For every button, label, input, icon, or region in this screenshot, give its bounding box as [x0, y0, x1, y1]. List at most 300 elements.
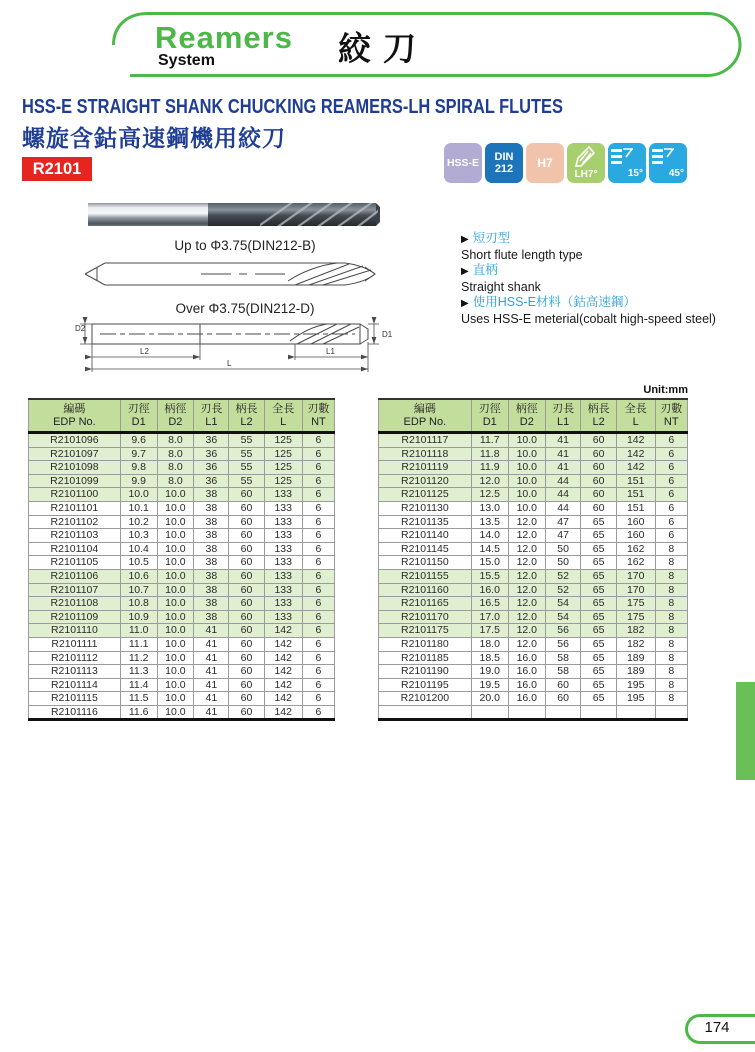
spec-table-left: [28, 398, 335, 721]
table-cell: 151: [616, 488, 655, 502]
table-cell: 56: [545, 624, 581, 638]
table-cell: 10.0: [508, 433, 545, 448]
table-cell: 54: [545, 597, 581, 611]
table-cell: 142: [264, 624, 302, 638]
table-cell: 8: [655, 569, 687, 583]
table-cell: 38: [194, 556, 229, 570]
table-cell: R2101097: [29, 447, 121, 461]
table-row: [379, 692, 688, 706]
dim-label-d2: D2: [75, 324, 86, 333]
table-cell: R2101170: [379, 610, 472, 624]
table-cell: 8: [655, 542, 687, 556]
table-cell: 6: [302, 474, 334, 488]
table-cell: 195: [616, 692, 655, 706]
table-cell: 142: [616, 447, 655, 461]
table-row: [379, 556, 688, 570]
table-cell: 60: [229, 488, 264, 502]
table-cell: 10.4: [120, 542, 157, 556]
unit-label: Unit:mm: [643, 384, 688, 396]
table-cell: R2101110: [29, 624, 121, 638]
table-cell: 12.0: [471, 474, 508, 488]
table-row: [29, 583, 335, 597]
table-cell: 8: [655, 597, 687, 611]
table-cell: 11.2: [120, 651, 157, 665]
table-cell: 13.0: [471, 501, 508, 515]
badge-45deg-label: 45°: [668, 168, 684, 179]
table-cell: 50: [545, 556, 581, 570]
table-cell: 195: [616, 678, 655, 692]
table-cell: R2101105: [29, 556, 121, 570]
table-cell-empty: [545, 705, 581, 720]
table-row: [379, 542, 688, 556]
table-cell: R2101098: [29, 461, 121, 475]
table-cell: 6: [302, 515, 334, 529]
table-cell: R2101103: [29, 529, 121, 543]
table-cell: 65: [581, 665, 617, 679]
table-cell: 6: [302, 583, 334, 597]
section-side-tab: [736, 682, 755, 780]
table-cell: R2101101: [29, 501, 121, 515]
table-cell: 17.0: [471, 610, 508, 624]
table-cell: 6: [655, 501, 687, 515]
table-cell: 36: [194, 461, 229, 475]
table-cell: 10.5: [120, 556, 157, 570]
table-cell: 8: [655, 637, 687, 651]
table-cell: 12.5: [471, 488, 508, 502]
table-cell: 10.0: [157, 515, 194, 529]
table-cell-empty: [655, 705, 687, 720]
table-row: [379, 583, 688, 597]
table-row: [379, 610, 688, 624]
table-cell: 182: [616, 637, 655, 651]
table-cell: 65: [581, 610, 617, 624]
table-cell: 38: [194, 569, 229, 583]
table-cell: 60: [581, 433, 617, 448]
table-cell: R2101099: [29, 474, 121, 488]
table-cell: 36: [194, 447, 229, 461]
table-cell: 6: [302, 678, 334, 692]
table-cell: 18.0: [471, 637, 508, 651]
table-cell: 56: [545, 637, 581, 651]
table-cell: 12.0: [508, 542, 545, 556]
table-cell: 10.7: [120, 583, 157, 597]
table-row: [379, 678, 688, 692]
table-cell: 10.0: [157, 692, 194, 706]
table-row: [29, 610, 335, 624]
table-cell: 11.3: [120, 665, 157, 679]
badge-hss-e: [444, 143, 482, 183]
table-cell: 6: [655, 474, 687, 488]
table-row: [29, 597, 335, 611]
table-cell: 16.0: [508, 692, 545, 706]
table-cell: 6: [655, 433, 687, 448]
figure-caption-small: Up to Φ3.75(DIN212-B): [174, 238, 316, 253]
table-cell: 12.0: [508, 624, 545, 638]
table-cell: R2101165: [379, 597, 472, 611]
table-cell: 162: [616, 556, 655, 570]
table-cell: 15.5: [471, 569, 508, 583]
table-cell: R2101118: [379, 447, 472, 461]
table-cell: 10.0: [157, 665, 194, 679]
table-cell: 6: [302, 556, 334, 570]
table-row: [379, 515, 688, 529]
table-cell: 38: [194, 529, 229, 543]
table-cell-empty: [581, 705, 617, 720]
table-cell: 60: [229, 583, 264, 597]
badge-din-212: [485, 143, 523, 183]
table-cell: 6: [302, 610, 334, 624]
table-cell: 41: [194, 692, 229, 706]
table-cell: 38: [194, 583, 229, 597]
table-cell: 142: [264, 692, 302, 706]
table-cell: 11.9: [471, 461, 508, 475]
table-cell: 15.0: [471, 556, 508, 570]
reamer-dimension-drawing: [75, 316, 395, 378]
table-cell: 60: [229, 542, 264, 556]
table-cell: 10.0: [157, 488, 194, 502]
brand-title-chinese: 絞刀: [338, 30, 428, 67]
table-cell: 10.3: [120, 529, 157, 543]
table-empty-row: [379, 705, 688, 720]
table-row: [29, 569, 335, 583]
table-cell: 10.1: [120, 501, 157, 515]
table-cell: 60: [581, 461, 617, 475]
dim-label-l2: L2: [140, 347, 149, 356]
feature-zh: [461, 295, 716, 312]
table-cell: R2101100: [29, 488, 121, 502]
table-cell: 38: [194, 597, 229, 611]
table-cell: 65: [581, 556, 617, 570]
badge-din-label: DIN: [494, 151, 514, 163]
table-column-header: 編碼 EDP No.: [29, 399, 121, 433]
table-cell: 16.5: [471, 597, 508, 611]
table-cell: 12.0: [508, 583, 545, 597]
table-cell: 20.0: [471, 692, 508, 706]
table-cell: 60: [581, 501, 617, 515]
table-cell: 60: [229, 610, 264, 624]
table-cell: 11.7: [471, 433, 508, 448]
table-cell: 8: [655, 610, 687, 624]
table-row: [29, 542, 335, 556]
table-cell: 6: [302, 651, 334, 665]
table-cell: 36: [194, 433, 229, 448]
table-cell: R2101150: [379, 556, 472, 570]
table-cell: 41: [194, 624, 229, 638]
table-cell: R2101106: [29, 569, 121, 583]
table-row: [379, 637, 688, 651]
table-cell: 10.8: [120, 597, 157, 611]
table-cell: 19.5: [471, 678, 508, 692]
table-column-header: 全長 L: [616, 399, 655, 433]
table-cell: 65: [581, 529, 617, 543]
table-cell: 133: [264, 515, 302, 529]
table-cell: 6: [302, 637, 334, 651]
table-cell: 18.5: [471, 651, 508, 665]
table-cell: 65: [581, 624, 617, 638]
table-cell: 60: [229, 597, 264, 611]
table-cell: 41: [545, 461, 581, 475]
table-row: [29, 433, 335, 448]
bullet-triangle-icon: ▶: [461, 298, 469, 310]
badge-h7-label: H7: [537, 156, 553, 170]
table-row: [379, 597, 688, 611]
table-cell: 6: [302, 501, 334, 515]
table-row: [29, 474, 335, 488]
table-cell: 60: [229, 637, 264, 651]
badge-45deg: [649, 143, 687, 183]
table-row: [29, 651, 335, 665]
table-column-header: 刃長 L1: [194, 399, 229, 433]
table-row: [29, 461, 335, 475]
table-cell: 151: [616, 474, 655, 488]
table-cell: 6: [302, 569, 334, 583]
table-cell: 60: [229, 501, 264, 515]
table-cell: 19.0: [471, 665, 508, 679]
table-cell: 133: [264, 501, 302, 515]
table-cell: 10.2: [120, 515, 157, 529]
table-cell: 55: [229, 433, 264, 448]
table-cell: 41: [194, 637, 229, 651]
table-cell: 6: [302, 461, 334, 475]
table-row: [379, 651, 688, 665]
table-cell: 41: [545, 433, 581, 448]
table-row: [379, 529, 688, 543]
feature-list: [461, 231, 716, 328]
table-row: [379, 488, 688, 502]
table-row: [29, 501, 335, 515]
table-cell: R2101115: [29, 692, 121, 706]
table-column-header: 柄長 L2: [581, 399, 617, 433]
table-cell: 58: [545, 665, 581, 679]
drill-icon: [573, 145, 599, 169]
table-cell: 10.0: [508, 447, 545, 461]
table-cell: 60: [229, 665, 264, 679]
table-row: [379, 569, 688, 583]
table-cell: 10.0: [508, 461, 545, 475]
table-cell: 12.0: [508, 637, 545, 651]
table-row: [29, 637, 335, 651]
page-number: 174: [704, 1019, 730, 1036]
table-cell: 6: [302, 433, 334, 448]
table-row: [29, 556, 335, 570]
table-column-header: 柄長 L2: [229, 399, 264, 433]
table-cell: R2101108: [29, 597, 121, 611]
table-cell: 8.0: [157, 447, 194, 461]
table-cell: R2101112: [29, 651, 121, 665]
table-cell: 16.0: [508, 678, 545, 692]
page-title-english: HSS-E STRAIGHT SHANK CHUCKING REAMERS-LH SPIRAL FLUTES: [22, 96, 563, 118]
badge-lh7: [567, 143, 605, 183]
table-cell: 182: [616, 624, 655, 638]
table-header-row: [379, 399, 688, 433]
table-row: [379, 665, 688, 679]
table-cell: 8.0: [157, 474, 194, 488]
bullet-triangle-icon: ▶: [461, 234, 469, 245]
table-cell: 65: [581, 651, 617, 665]
table-cell: 65: [581, 515, 617, 529]
table-cell: 65: [581, 569, 617, 583]
badge-15deg: [608, 143, 646, 183]
spiral-angle-icon: [651, 146, 675, 168]
table-cell: 16.0: [508, 665, 545, 679]
table-cell: 8: [655, 665, 687, 679]
table-row: [29, 488, 335, 502]
table-cell: R2101175: [379, 624, 472, 638]
table-cell: 160: [616, 529, 655, 543]
table-cell: 6: [302, 488, 334, 502]
dim-label-l1: L1: [326, 347, 335, 356]
table-cell: 10.6: [120, 569, 157, 583]
table-cell: 12.0: [508, 610, 545, 624]
table-cell: 9.6: [120, 433, 157, 448]
table-cell: 133: [264, 569, 302, 583]
table-cell: 55: [229, 474, 264, 488]
table-cell: 36: [194, 474, 229, 488]
table-cell: 125: [264, 474, 302, 488]
table-cell: 8: [655, 651, 687, 665]
table-cell: 60: [229, 651, 264, 665]
table-cell: 16.0: [471, 583, 508, 597]
table-column-header: 刃數 NT: [655, 399, 687, 433]
table-row: [29, 705, 335, 720]
table-column-header: 全長 L: [264, 399, 302, 433]
table-cell: 10.0: [157, 678, 194, 692]
table-cell: R2101102: [29, 515, 121, 529]
table-cell: R2101195: [379, 678, 472, 692]
table-cell: 189: [616, 651, 655, 665]
table-row: [379, 474, 688, 488]
table-cell: 12.0: [508, 515, 545, 529]
badge-hss-e-label: HSS-E: [446, 157, 480, 169]
table-cell: R2101104: [29, 542, 121, 556]
table-cell: 133: [264, 488, 302, 502]
table-cell: 8.0: [157, 433, 194, 448]
table-row: [29, 529, 335, 543]
table-cell: 41: [194, 665, 229, 679]
table-cell-empty: [471, 705, 508, 720]
page-title-chinese: 螺旋含鈷高速鋼機用絞刀: [22, 125, 286, 151]
table-cell: R2101114: [29, 678, 121, 692]
table-cell: 11.0: [120, 624, 157, 638]
spec-table-right: [378, 398, 688, 721]
table-cell: 175: [616, 610, 655, 624]
table-cell: 38: [194, 515, 229, 529]
feature-zh-text: 直柄: [472, 263, 498, 278]
table-cell: 50: [545, 542, 581, 556]
table-cell: 133: [264, 583, 302, 597]
table-cell: R2101116: [29, 705, 121, 720]
table-cell: R2101111: [29, 637, 121, 651]
table-cell: 10.0: [508, 488, 545, 502]
table-cell: 133: [264, 529, 302, 543]
table-cell: 8: [655, 624, 687, 638]
table-cell: 60: [229, 556, 264, 570]
table-cell: 6: [302, 692, 334, 706]
table-cell: 6: [655, 529, 687, 543]
table-cell: R2101107: [29, 583, 121, 597]
table-cell: 6: [302, 624, 334, 638]
table-cell: 38: [194, 488, 229, 502]
table-cell: 142: [616, 433, 655, 448]
table-cell: 12.0: [508, 569, 545, 583]
table-cell: R2101125: [379, 488, 472, 502]
table-cell: R2101155: [379, 569, 472, 583]
table-row: [379, 433, 688, 448]
table-cell: 6: [655, 447, 687, 461]
table-cell: 6: [302, 665, 334, 679]
table-column-header: 刃徑 D1: [471, 399, 508, 433]
table-cell: 10.0: [157, 583, 194, 597]
table-cell: R2101180: [379, 637, 472, 651]
feature-zh: [461, 231, 716, 248]
table-cell: 65: [581, 597, 617, 611]
table-cell: 10.0: [157, 542, 194, 556]
table-row: [29, 447, 335, 461]
table-cell: 12.0: [508, 597, 545, 611]
table-cell: R2101120: [379, 474, 472, 488]
table-cell: 60: [581, 447, 617, 461]
table-cell: 11.6: [120, 705, 157, 720]
table-cell-empty: [508, 705, 545, 720]
table-cell: 41: [194, 678, 229, 692]
table-cell: 6: [655, 515, 687, 529]
table-cell: 8: [655, 556, 687, 570]
badge-din-label2: 212: [494, 163, 514, 175]
table-cell: 8.0: [157, 461, 194, 475]
table-cell: 65: [581, 542, 617, 556]
table-column-header: 編碼 EDP No.: [379, 399, 472, 433]
table-row: [379, 461, 688, 475]
table-cell: 58: [545, 651, 581, 665]
table-row: [29, 624, 335, 638]
table-cell: 11.8: [471, 447, 508, 461]
table-cell: 55: [229, 461, 264, 475]
table-cell: 60: [229, 569, 264, 583]
table-cell: 142: [264, 637, 302, 651]
table-cell: 52: [545, 569, 581, 583]
table-cell: 44: [545, 474, 581, 488]
model-number-badge: R2101: [22, 157, 92, 181]
table-cell: 16.0: [508, 651, 545, 665]
table-cell: R2101190: [379, 665, 472, 679]
table-cell: 10.0: [120, 488, 157, 502]
table-cell: R2101200: [379, 692, 472, 706]
table-cell: 10.0: [157, 556, 194, 570]
table-cell: 8: [655, 692, 687, 706]
table-cell: 6: [302, 542, 334, 556]
table-column-header: 刃徑 D1: [120, 399, 157, 433]
table-row: [379, 624, 688, 638]
table-cell: 6: [302, 447, 334, 461]
table-cell: 162: [616, 542, 655, 556]
table-cell: 151: [616, 501, 655, 515]
feature-en: Straight shank: [461, 279, 541, 294]
table-cell: 38: [194, 542, 229, 556]
badge-15deg-label: 15°: [627, 168, 643, 179]
table-cell: 10.0: [157, 705, 194, 720]
badge-h7: [526, 143, 564, 183]
table-cell: 133: [264, 556, 302, 570]
table-cell: 60: [229, 692, 264, 706]
table-cell: 60: [581, 488, 617, 502]
table-cell: 8: [655, 583, 687, 597]
table-cell: 65: [581, 692, 617, 706]
table-cell: 6: [302, 529, 334, 543]
table-cell: 6: [302, 705, 334, 720]
table-cell: 170: [616, 569, 655, 583]
table-cell: 65: [581, 583, 617, 597]
table-cell: 142: [264, 678, 302, 692]
